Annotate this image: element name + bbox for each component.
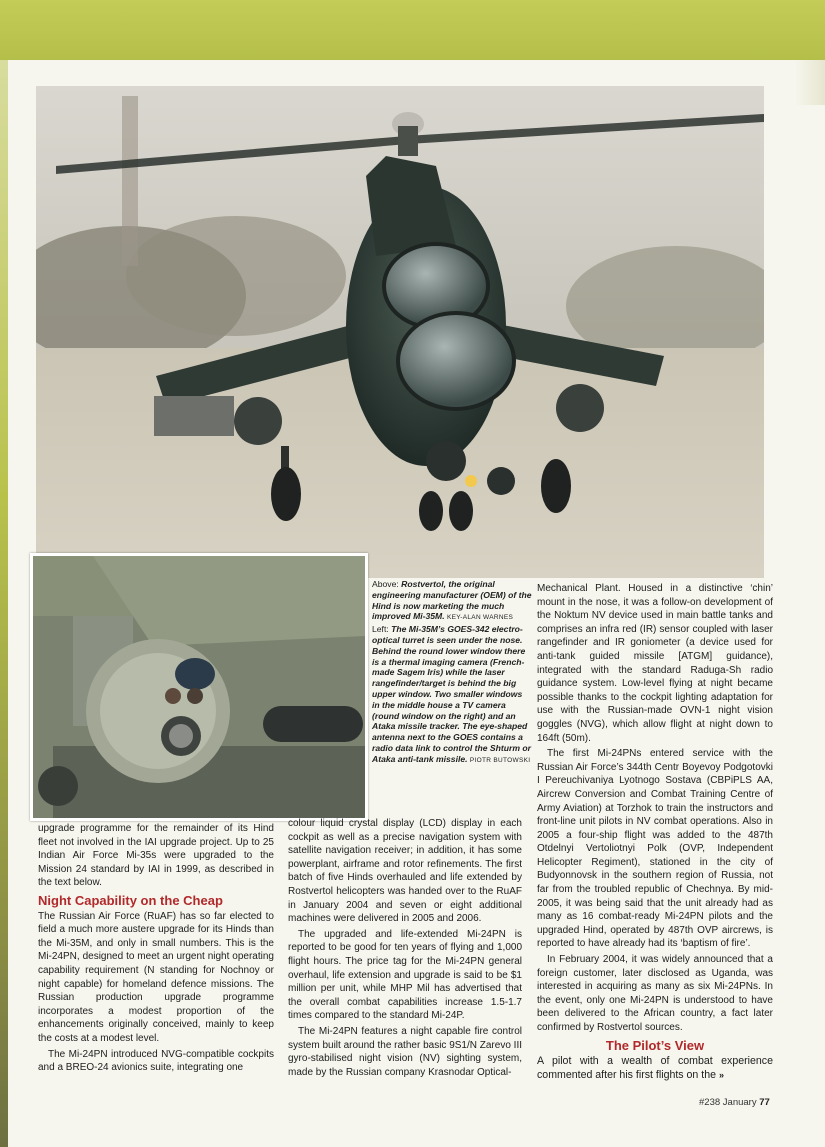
text-column-1 xyxy=(38,822,274,1077)
paragraph: Mechanical Plant. Housed in a distinctive ‘chin’ mount in the nose, it was a follow-on development of the Noktum NV device used in main battle tanks and comprises an infra red (IR) sensor coupled with laser rangefinder and IR goniometer (a device used for anti-tank guided missile [ATGM] guidance), integrated with the standard Raduga-Sh radio guidance system. Low-level flying at night became possible thanks to the cockpit lighting adaptation for use with the Russian-made OVN-1 night vision goggles (NVG), which allow flight at night down to 164ft (50m). xyxy=(537,583,773,744)
caption-left-text: The Mi-35M’s GOES-342 electro-optical turret is seen under the nose. Behind the round lower window there is a thermal imaging camera (French-made Sagem Iris) while the laser rangefinder/target is behind the big upper window. Two smaller windows in the middle house a TV camera (round window on the right) and an Ataka missile tracker. The eye-shaped antenna next to the GOES contains a radio data link to control the Shturm or Ataka anti-tank missile. xyxy=(372,624,531,764)
top-color-band xyxy=(0,0,825,60)
text-column-3 xyxy=(537,582,773,1084)
paragraph: The upgraded and life-extended Mi-24PN is reported to be good for ten years of flying and 1,000 flight hours. The price tag for the Mi-24PN general overhaul, life extension and upgrade is said to be $1 million per unit, while MHP Mil has advertised that the overall combat capabilities increase 1.5-1.7 times compared to the standard Mi-24P. xyxy=(288,928,522,1022)
paragraph: The Mi-24PN features a night capable fire control system built around the rather basic 9S1/N Zarevo III gyro-stabilised night vision (NV) sighting system, made by the Russian company Krasnodar Optical- xyxy=(288,1025,522,1078)
caption-left-label: Left: xyxy=(372,624,389,635)
paragraph: The first Mi-24PNs entered service with the Russian Air Force’s 344th Centr Boyevoy Podgotovki I Pereuchivaniya Lyotnogo Sostava (CBPiPLS AA, Aircrew Conversion and Combat Training Centre of Army Aviation) at Torzhok to train the instructors and front-line unit pilots in NV combat operations. Also in 2005 a four-ship flight was added to the 487th Otdelnyi Vertoliotnyi Polk (OVP, Independent Helicopter Regiment), stationed in the city of Budyonnovsk in the southern region of Russia, not far from the troubled republic of Chechnya. By mid-2005, it was being said that the unit already had as many as 16 combat-ready Mi-24PN pilots and the upgraded Hind, operated by 487th OVP aircrews, is reported to have already had its ‘baptism of fire’. xyxy=(537,748,773,950)
goes-342-turret-illustration xyxy=(33,556,365,818)
paragraph: The Mi-24PN introduced NVG-compatible cockpits and a BREO-24 avionics suite, integrating one xyxy=(38,1048,274,1074)
paragraph: upgrade programme for the remainder of its Hind fleet not involved in the IAI upgrade project. Up to 25 Indian Air Force Mi-35s were upgraded to the Mission 24 standard by IAI in 1999, as described in the text below. xyxy=(38,823,274,889)
lede-text: A pilot with a wealth of combat experience commented after his first flights on the xyxy=(537,1055,773,1082)
paragraph: In February 2004, it was widely announced that a foreign customer, later disclosed as Uganda, was interested in acquiring as many as six Mi-24PNs. In the event, only one Mi-24PN is understood to have been delivered to the African country, a fact later confirmed by Rostvertol sources. xyxy=(537,954,773,1033)
right-page-edge xyxy=(795,60,825,105)
issue-number: #238 xyxy=(699,1097,721,1108)
continue-arrow-icon: » xyxy=(718,1070,724,1081)
caption-left-credit: PIOTR BUTOWSKI xyxy=(469,756,531,764)
photo-caption xyxy=(372,579,532,767)
mi-35m-helicopter-illustration xyxy=(36,86,764,578)
caption-above-text: Rostvertol, the original engineering manufacturer (OEM) of the Hind is now marketing the much improved Mi-35M. xyxy=(372,579,532,622)
inset-turret-photo xyxy=(30,553,368,821)
page-number: 77 xyxy=(759,1097,770,1108)
issue-month: January xyxy=(722,1097,757,1108)
main-helicopter-photo xyxy=(36,86,764,578)
left-page-edge xyxy=(0,60,8,1147)
section-heading-pilots-view: The Pilot’s View xyxy=(605,1037,705,1053)
text-column-2 xyxy=(288,817,522,1081)
paragraph: The Russian Air Force (RuAF) has so far elected to field a much more austere upgrade for its Hinds than the Mi-35M, and only in small numbers. This is the Mi-24PN, designed to meet an urgent night operating capability requirement (N standing for Nochnoy or night capable) for homeland defence missions. The Russian production upgrade programme incorporates a modest proportion of the enhancements originally conceived, mainly to keep the costs at a modest level. xyxy=(38,910,274,1044)
paragraph: colour liquid crystal display (LCD) display in each cockpit as well as a precise navigation system with satellite navigation receiver; in addition, it has some powerplant, airframe and rotor refinements. The first batch of five Hinds overhauled and life extended by Rostvertol helicopters was handed over to the RuAF in January 2004 and seven or eight additional machines were delivered in 2005 and 2006. xyxy=(288,818,522,925)
section-heading-night-capability: Night Capability on the Cheap xyxy=(38,892,223,908)
page-footer xyxy=(699,1097,770,1108)
paragraph-lede xyxy=(537,1054,773,1082)
caption-above-label: Above: xyxy=(372,579,399,589)
caption-above-credit: KEY-ALAN WARNES xyxy=(446,614,514,622)
